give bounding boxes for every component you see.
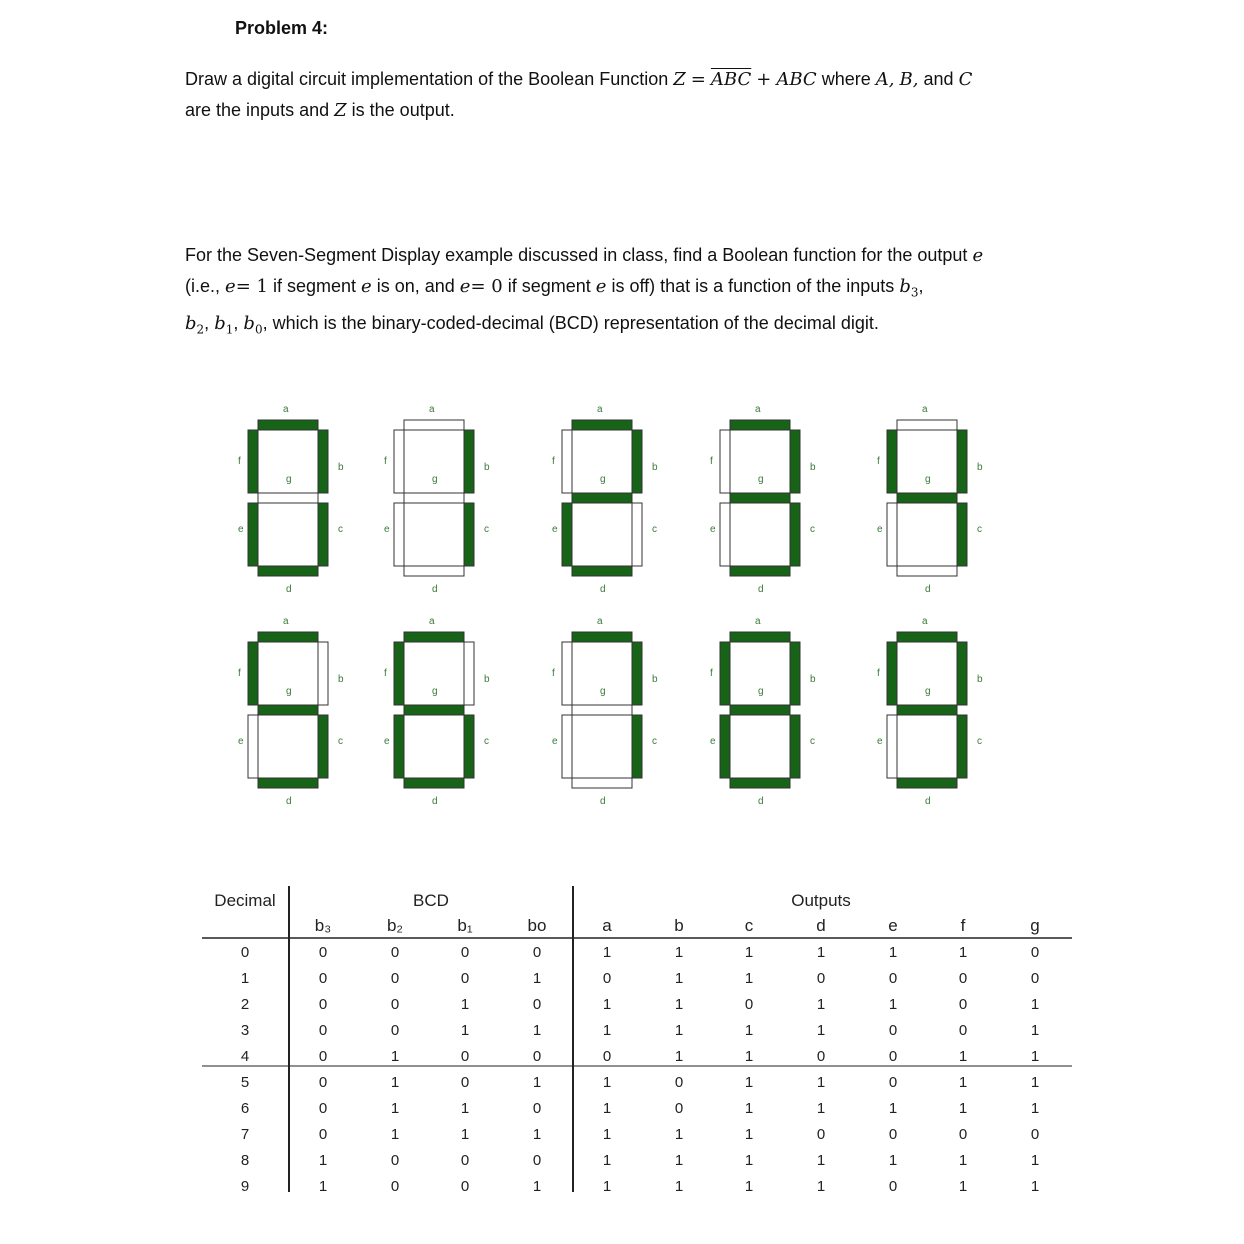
column-header-0: b₃	[314, 916, 332, 935]
table-cell-r6-c3: 1	[460, 1100, 470, 1117]
segment-label-d: d	[925, 584, 931, 595]
table-cell-r6-c2: 1	[390, 1100, 400, 1117]
segment-a-on	[404, 632, 464, 642]
seven-segment-digit-8	[710, 616, 816, 807]
segment-d-on	[730, 566, 790, 576]
table-cell-r5-c7: 1	[744, 1074, 754, 1091]
segment-f-on	[887, 642, 897, 705]
header-outputs: Outputs	[791, 891, 851, 910]
table-cell-r5-c6: 0	[674, 1074, 684, 1091]
table-cell-r6-c0: 6	[240, 1100, 250, 1117]
segment-c-on	[790, 503, 800, 566]
segment-label-g: g	[432, 686, 438, 697]
table-cell-r4-c4: 0	[532, 1048, 542, 1065]
table-cell-r1-c10: 0	[958, 970, 968, 987]
display-outline-lower	[572, 715, 632, 778]
segment-g-off	[258, 493, 318, 503]
segment-c-off	[632, 503, 642, 566]
segment-f-on	[248, 642, 258, 705]
segment-label-d: d	[758, 584, 764, 595]
segment-f-on	[887, 430, 897, 493]
display-outline-lower	[730, 503, 790, 566]
table-cell-r3-c1: 0	[318, 1022, 328, 1039]
segment-e-on	[562, 503, 572, 566]
table-cell-r5-c2: 1	[390, 1074, 400, 1091]
table-cell-r0-c8: 1	[816, 944, 826, 961]
segment-label-e: e	[710, 524, 716, 535]
table-cell-r7-c7: 1	[744, 1126, 754, 1143]
segment-label-c: c	[977, 524, 982, 535]
seven-segment-digit-3	[710, 404, 816, 595]
table-cell-r5-c0: 5	[240, 1074, 250, 1091]
segment-e-on	[394, 715, 404, 778]
table-cell-r7-c10: 0	[958, 1126, 968, 1143]
segment-label-g: g	[600, 474, 606, 485]
table-cell-r8-c2: 0	[390, 1152, 400, 1169]
column-header-8: e	[888, 916, 898, 935]
seven-segment-digit-2	[552, 404, 658, 595]
segment-label-e: e	[552, 736, 558, 747]
segment-c-on	[957, 503, 967, 566]
table-cell-r4-c9: 0	[888, 1048, 898, 1065]
segment-label-e: e	[710, 736, 716, 747]
segment-a-on	[730, 632, 790, 642]
table-cell-r0-c7: 1	[744, 944, 754, 961]
table-cell-r9-c9: 0	[888, 1178, 898, 1195]
column-header-5: b	[674, 916, 684, 935]
segment-label-f: f	[384, 456, 387, 467]
table-cell-r2-c9: 1	[888, 996, 898, 1013]
table-cell-r5-c9: 0	[888, 1074, 898, 1091]
segment-label-b: b	[977, 674, 983, 685]
table-cell-r4-c6: 1	[674, 1048, 684, 1065]
table-cell-r2-c8: 1	[816, 996, 826, 1013]
segment-c-on	[957, 715, 967, 778]
segment-g-on	[258, 705, 318, 715]
table-cell-r0-c3: 0	[460, 944, 470, 961]
segment-g-off	[404, 493, 464, 503]
table-cell-r3-c5: 1	[602, 1022, 612, 1039]
table-cell-r2-c6: 1	[674, 996, 684, 1013]
segment-g-on	[730, 493, 790, 503]
table-cell-r7-c9: 0	[888, 1126, 898, 1143]
table-cell-r7-c8: 0	[816, 1126, 826, 1143]
display-outline-lower	[572, 503, 632, 566]
table-cell-r5-c5: 1	[602, 1074, 612, 1091]
segment-label-e: e	[552, 524, 558, 535]
table-cell-r5-c11: 1	[1030, 1074, 1040, 1091]
table-cell-r3-c7: 1	[744, 1022, 754, 1039]
segment-label-g: g	[286, 474, 292, 485]
display-outline-lower	[404, 715, 464, 778]
table-cell-r4-c0: 4	[240, 1048, 250, 1065]
segment-d-off	[572, 778, 632, 788]
part2-paragraph: For the Seven-Segment Display example discussed in class, find a Boolean function for the output e (i.e., e= 1 if segment e is on, and e= 0 if segment e is off) that is a function of the inputs $b_3$, $b_2$, $b_1$, $b_0$, which is the binary-coded-decimal (BCD) representation of the decimal digit.	[185, 245, 984, 337]
segment-label-d: d	[286, 584, 292, 595]
table-cell-r2-c1: 0	[318, 996, 328, 1013]
segment-label-c: c	[977, 736, 982, 747]
table-cell-r4-c1: 0	[318, 1048, 328, 1065]
table-cell-r7-c11: 0	[1030, 1126, 1040, 1143]
table-cell-r6-c5: 1	[602, 1100, 612, 1117]
column-header-7: d	[816, 916, 826, 935]
seven-segment-digit-9	[877, 616, 983, 807]
table-cell-r3-c11: 1	[1030, 1022, 1040, 1039]
table-cell-r7-c0: 7	[240, 1126, 250, 1143]
segment-e-off	[887, 503, 897, 566]
segment-label-b: b	[977, 462, 983, 473]
table-cell-r7-c2: 1	[390, 1126, 400, 1143]
table-cell-r8-c5: 1	[602, 1152, 612, 1169]
table-cell-r9-c0: 9	[240, 1178, 250, 1195]
table-cell-r8-c10: 1	[958, 1152, 968, 1169]
segment-label-b: b	[810, 462, 816, 473]
segment-label-b: b	[484, 462, 490, 473]
term-abc: ABC	[776, 69, 817, 90]
table-cell-r2-c7: 0	[744, 996, 754, 1013]
table-cell-r0-c2: 0	[390, 944, 400, 961]
segment-label-a: a	[755, 404, 761, 415]
segment-f-off	[562, 642, 572, 705]
segment-label-g: g	[758, 474, 764, 485]
table-cell-r0-c4: 0	[532, 944, 542, 961]
display-outline-lower	[258, 715, 318, 778]
segment-label-d: d	[600, 584, 606, 595]
table-cell-r9-c11: 1	[1030, 1178, 1040, 1195]
segment-label-f: f	[877, 456, 880, 467]
segment-label-g: g	[758, 686, 764, 697]
table-cell-r6-c6: 0	[674, 1100, 684, 1117]
table-cell-r7-c4: 1	[532, 1126, 542, 1143]
column-header-10: g	[1030, 916, 1040, 935]
segment-label-b: b	[484, 674, 490, 685]
segment-d-off	[404, 566, 464, 576]
segment-label-b: b	[652, 674, 658, 685]
table-cell-r4-c5: 0	[602, 1048, 612, 1065]
segment-label-f: f	[710, 456, 713, 467]
segment-f-on	[720, 642, 730, 705]
segment-label-d: d	[432, 584, 438, 595]
table-cell-r0-c11: 0	[1030, 944, 1040, 961]
segment-d-on	[258, 566, 318, 576]
table-cell-r3-c8: 1	[816, 1022, 826, 1039]
segment-e-on	[720, 715, 730, 778]
table-cell-r3-c9: 0	[888, 1022, 898, 1039]
header-decimal: Decimal	[214, 891, 276, 910]
segment-a-on	[730, 420, 790, 430]
segment-b-on	[957, 642, 967, 705]
table-cell-r7-c1: 0	[318, 1126, 328, 1143]
display-outline-lower	[897, 503, 957, 566]
seven-segment-digit-0	[238, 404, 344, 595]
segment-b-on	[790, 430, 800, 493]
seven-segment-digit-4	[877, 404, 983, 595]
segment-g-on	[404, 705, 464, 715]
segment-b-on	[318, 430, 328, 493]
table-cell-r2-c2: 0	[390, 996, 400, 1013]
segment-label-a: a	[429, 404, 435, 415]
table-cell-r9-c4: 1	[532, 1178, 542, 1195]
segment-c-on	[790, 715, 800, 778]
segment-label-a: a	[283, 404, 289, 415]
segment-e-off	[248, 715, 258, 778]
table-cell-r3-c3: 1	[460, 1022, 470, 1039]
segment-label-g: g	[925, 686, 931, 697]
seven-segment-digit-5	[238, 616, 344, 807]
column-header-6: c	[744, 916, 754, 935]
segment-label-a: a	[429, 616, 435, 627]
seven-segment-digit-7	[552, 616, 658, 807]
segment-label-e: e	[384, 736, 390, 747]
segment-g-on	[897, 705, 957, 715]
display-outline-lower	[404, 503, 464, 566]
table-cell-r6-c11: 1	[1030, 1100, 1040, 1117]
table-cell-r4-c10: 1	[958, 1048, 968, 1065]
segment-d-on	[730, 778, 790, 788]
segment-label-c: c	[338, 736, 343, 747]
table-cell-r9-c7: 1	[744, 1178, 754, 1195]
segment-label-b: b	[652, 462, 658, 473]
table-cell-r4-c11: 1	[1030, 1048, 1040, 1065]
segment-label-c: c	[652, 524, 657, 535]
table-cell-r3-c6: 1	[674, 1022, 684, 1039]
segment-b-on	[632, 642, 642, 705]
segment-label-d: d	[432, 796, 438, 807]
segment-label-a: a	[922, 404, 928, 415]
segment-e-off	[887, 715, 897, 778]
segment-label-d: d	[286, 796, 292, 807]
segment-label-g: g	[432, 474, 438, 485]
segment-a-off	[897, 420, 957, 430]
segment-g-off	[572, 705, 632, 715]
table-cell-r8-c9: 1	[888, 1152, 898, 1169]
segment-label-a: a	[922, 616, 928, 627]
segment-f-off	[720, 430, 730, 493]
segment-label-f: f	[710, 668, 713, 679]
table-cell-r0-c6: 1	[674, 944, 684, 961]
segment-label-d: d	[600, 796, 606, 807]
segment-d-on	[572, 566, 632, 576]
table-cell-r2-c5: 1	[602, 996, 612, 1013]
table-cell-r6-c4: 0	[532, 1100, 542, 1117]
table-cell-r1-c7: 1	[744, 970, 754, 987]
segment-label-b: b	[338, 674, 344, 685]
table-cell-r1-c11: 0	[1030, 970, 1040, 987]
table-cell-r1-c0: 1	[240, 970, 250, 987]
segment-f-on	[394, 642, 404, 705]
segment-label-a: a	[283, 616, 289, 627]
segment-label-c: c	[484, 736, 489, 747]
table-cell-r3-c2: 0	[390, 1022, 400, 1039]
seven-segment-digit-1	[384, 404, 490, 595]
segment-label-f: f	[552, 456, 555, 467]
table-cell-r3-c0: 3	[240, 1022, 250, 1039]
segment-label-c: c	[338, 524, 343, 535]
problem-heading: Problem 4:	[235, 18, 329, 38]
table-cell-r9-c6: 1	[674, 1178, 684, 1195]
segment-label-f: f	[238, 668, 241, 679]
segment-c-on	[318, 715, 328, 778]
segment-label-c: c	[810, 524, 815, 535]
segment-a-on	[258, 632, 318, 642]
segment-d-on	[258, 778, 318, 788]
table-cell-r1-c5: 0	[602, 970, 612, 987]
table-cell-r5-c1: 0	[318, 1074, 328, 1091]
segment-g-on	[897, 493, 957, 503]
segment-f-off	[394, 430, 404, 493]
table-cell-r4-c8: 0	[816, 1048, 826, 1065]
segment-label-e: e	[384, 524, 390, 535]
segment-d-on	[404, 778, 464, 788]
segment-label-e: e	[877, 736, 883, 747]
segment-a-on	[572, 420, 632, 430]
table-cell-r2-c0: 2	[240, 996, 250, 1013]
segment-label-a: a	[597, 404, 603, 415]
segment-label-f: f	[238, 456, 241, 467]
table-cell-r0-c1: 0	[318, 944, 328, 961]
table-cell-r7-c3: 1	[460, 1126, 470, 1143]
table-cell-r1-c2: 0	[390, 970, 400, 987]
column-header-2: b₁	[457, 916, 473, 935]
table-cell-r5-c3: 0	[460, 1074, 470, 1091]
segment-label-c: c	[652, 736, 657, 747]
column-header-4: a	[602, 916, 612, 935]
header-bcd: BCD	[413, 891, 449, 910]
segment-c-on	[464, 503, 474, 566]
table-cell-r5-c10: 1	[958, 1074, 968, 1091]
table-cell-r6-c10: 1	[958, 1100, 968, 1117]
table-cell-r2-c3: 1	[460, 996, 470, 1013]
segment-d-off	[897, 566, 957, 576]
segment-a-off	[404, 420, 464, 430]
term-abc-complement: $\overline{ABC}$	[710, 69, 752, 90]
segment-label-d: d	[925, 796, 931, 807]
table-cell-r6-c9: 1	[888, 1100, 898, 1117]
display-outline-lower	[897, 715, 957, 778]
table-cell-r8-c7: 1	[744, 1152, 754, 1169]
segment-d-on	[897, 778, 957, 788]
segment-label-g: g	[600, 686, 606, 697]
segment-a-on	[258, 420, 318, 430]
table-cell-r8-c3: 0	[460, 1152, 470, 1169]
table-cell-r6-c1: 0	[318, 1100, 328, 1117]
segment-label-a: a	[597, 616, 603, 627]
segment-label-g: g	[286, 686, 292, 697]
segment-label-d: d	[758, 796, 764, 807]
table-cell-r7-c6: 1	[674, 1126, 684, 1143]
segment-b-on	[632, 430, 642, 493]
table-cell-r8-c1: 1	[318, 1152, 328, 1169]
display-outline-lower	[730, 715, 790, 778]
segment-b-off	[318, 642, 328, 705]
table-cell-r1-c8: 0	[816, 970, 826, 987]
segment-g-on	[572, 493, 632, 503]
table-cell-r8-c11: 1	[1030, 1152, 1040, 1169]
table-cell-r1-c6: 1	[674, 970, 684, 987]
segment-b-on	[790, 642, 800, 705]
display-outline-lower	[258, 503, 318, 566]
segment-label-c: c	[810, 736, 815, 747]
table-cell-r8-c8: 1	[816, 1152, 826, 1169]
segment-label-e: e	[238, 524, 244, 535]
segment-a-on	[572, 632, 632, 642]
segment-f-on	[248, 430, 258, 493]
segment-label-f: f	[877, 668, 880, 679]
table-cell-r6-c8: 1	[816, 1100, 826, 1117]
table-cell-r3-c4: 1	[532, 1022, 542, 1039]
table-cell-r4-c3: 0	[460, 1048, 470, 1065]
table-cell-r0-c0: 0	[240, 944, 250, 961]
table-cell-r0-c10: 1	[958, 944, 968, 961]
segment-b-on	[464, 430, 474, 493]
segment-b-on	[957, 430, 967, 493]
segment-c-on	[318, 503, 328, 566]
segment-g-on	[730, 705, 790, 715]
segment-label-g: g	[925, 474, 931, 485]
column-header-9: f	[960, 916, 966, 935]
table-cell-r8-c6: 1	[674, 1152, 684, 1169]
table-cell-r9-c2: 0	[390, 1178, 400, 1195]
table-cell-r2-c11: 1	[1030, 996, 1040, 1013]
table-cell-r4-c2: 1	[390, 1048, 400, 1065]
table-cell-r1-c4: 1	[532, 970, 542, 987]
table-cell-r1-c1: 0	[318, 970, 328, 987]
column-header-3: bo	[527, 916, 547, 935]
table-cell-r4-c7: 1	[744, 1048, 754, 1065]
table-cell-r5-c8: 1	[816, 1074, 826, 1091]
segment-b-off	[464, 642, 474, 705]
segment-label-b: b	[810, 674, 816, 685]
segment-label-e: e	[877, 524, 883, 535]
segment-e-off	[562, 715, 572, 778]
segment-f-off	[562, 430, 572, 493]
table-cell-r2-c4: 0	[532, 996, 542, 1013]
table-cell-r8-c0: 8	[240, 1152, 250, 1169]
segment-label-f: f	[552, 668, 555, 679]
segment-c-on	[632, 715, 642, 778]
seven-segment-digit-6	[384, 616, 490, 807]
segment-label-b: b	[338, 462, 344, 473]
table-cell-r1-c3: 0	[460, 970, 470, 987]
segment-label-e: e	[238, 736, 244, 747]
table-cell-r9-c3: 0	[460, 1178, 470, 1195]
segment-e-off	[394, 503, 404, 566]
segment-label-f: f	[384, 668, 387, 679]
table-cell-r9-c1: 1	[318, 1178, 328, 1195]
table-cell-r8-c4: 0	[532, 1152, 542, 1169]
table-cell-r0-c5: 1	[602, 944, 612, 961]
part1-paragraph: Draw a digital circuit implementation of the Boolean Function $Z = \overline{ABC}$ + ABC where A, B, and C are the inputs and Z is the output.	[185, 69, 973, 121]
table-cell-r9-c5: 1	[602, 1178, 612, 1195]
table-cell-r6-c7: 1	[744, 1100, 754, 1117]
table-cell-r5-c4: 1	[532, 1074, 542, 1091]
segment-label-a: a	[755, 616, 761, 627]
segment-c-on	[464, 715, 474, 778]
table-cell-r1-c9: 0	[888, 970, 898, 987]
table-cell-r9-c8: 1	[816, 1178, 826, 1195]
table-cell-r3-c10: 0	[958, 1022, 968, 1039]
table-cell-r7-c5: 1	[602, 1126, 612, 1143]
table-cell-r2-c10: 0	[958, 996, 968, 1013]
table-cell-r0-c9: 1	[888, 944, 898, 961]
segment-a-on	[897, 632, 957, 642]
segment-e-off	[720, 503, 730, 566]
segment-e-on	[248, 503, 258, 566]
segment-label-c: c	[484, 524, 489, 535]
column-header-1: b₂	[386, 916, 404, 935]
table-cell-r9-c10: 1	[958, 1178, 968, 1195]
